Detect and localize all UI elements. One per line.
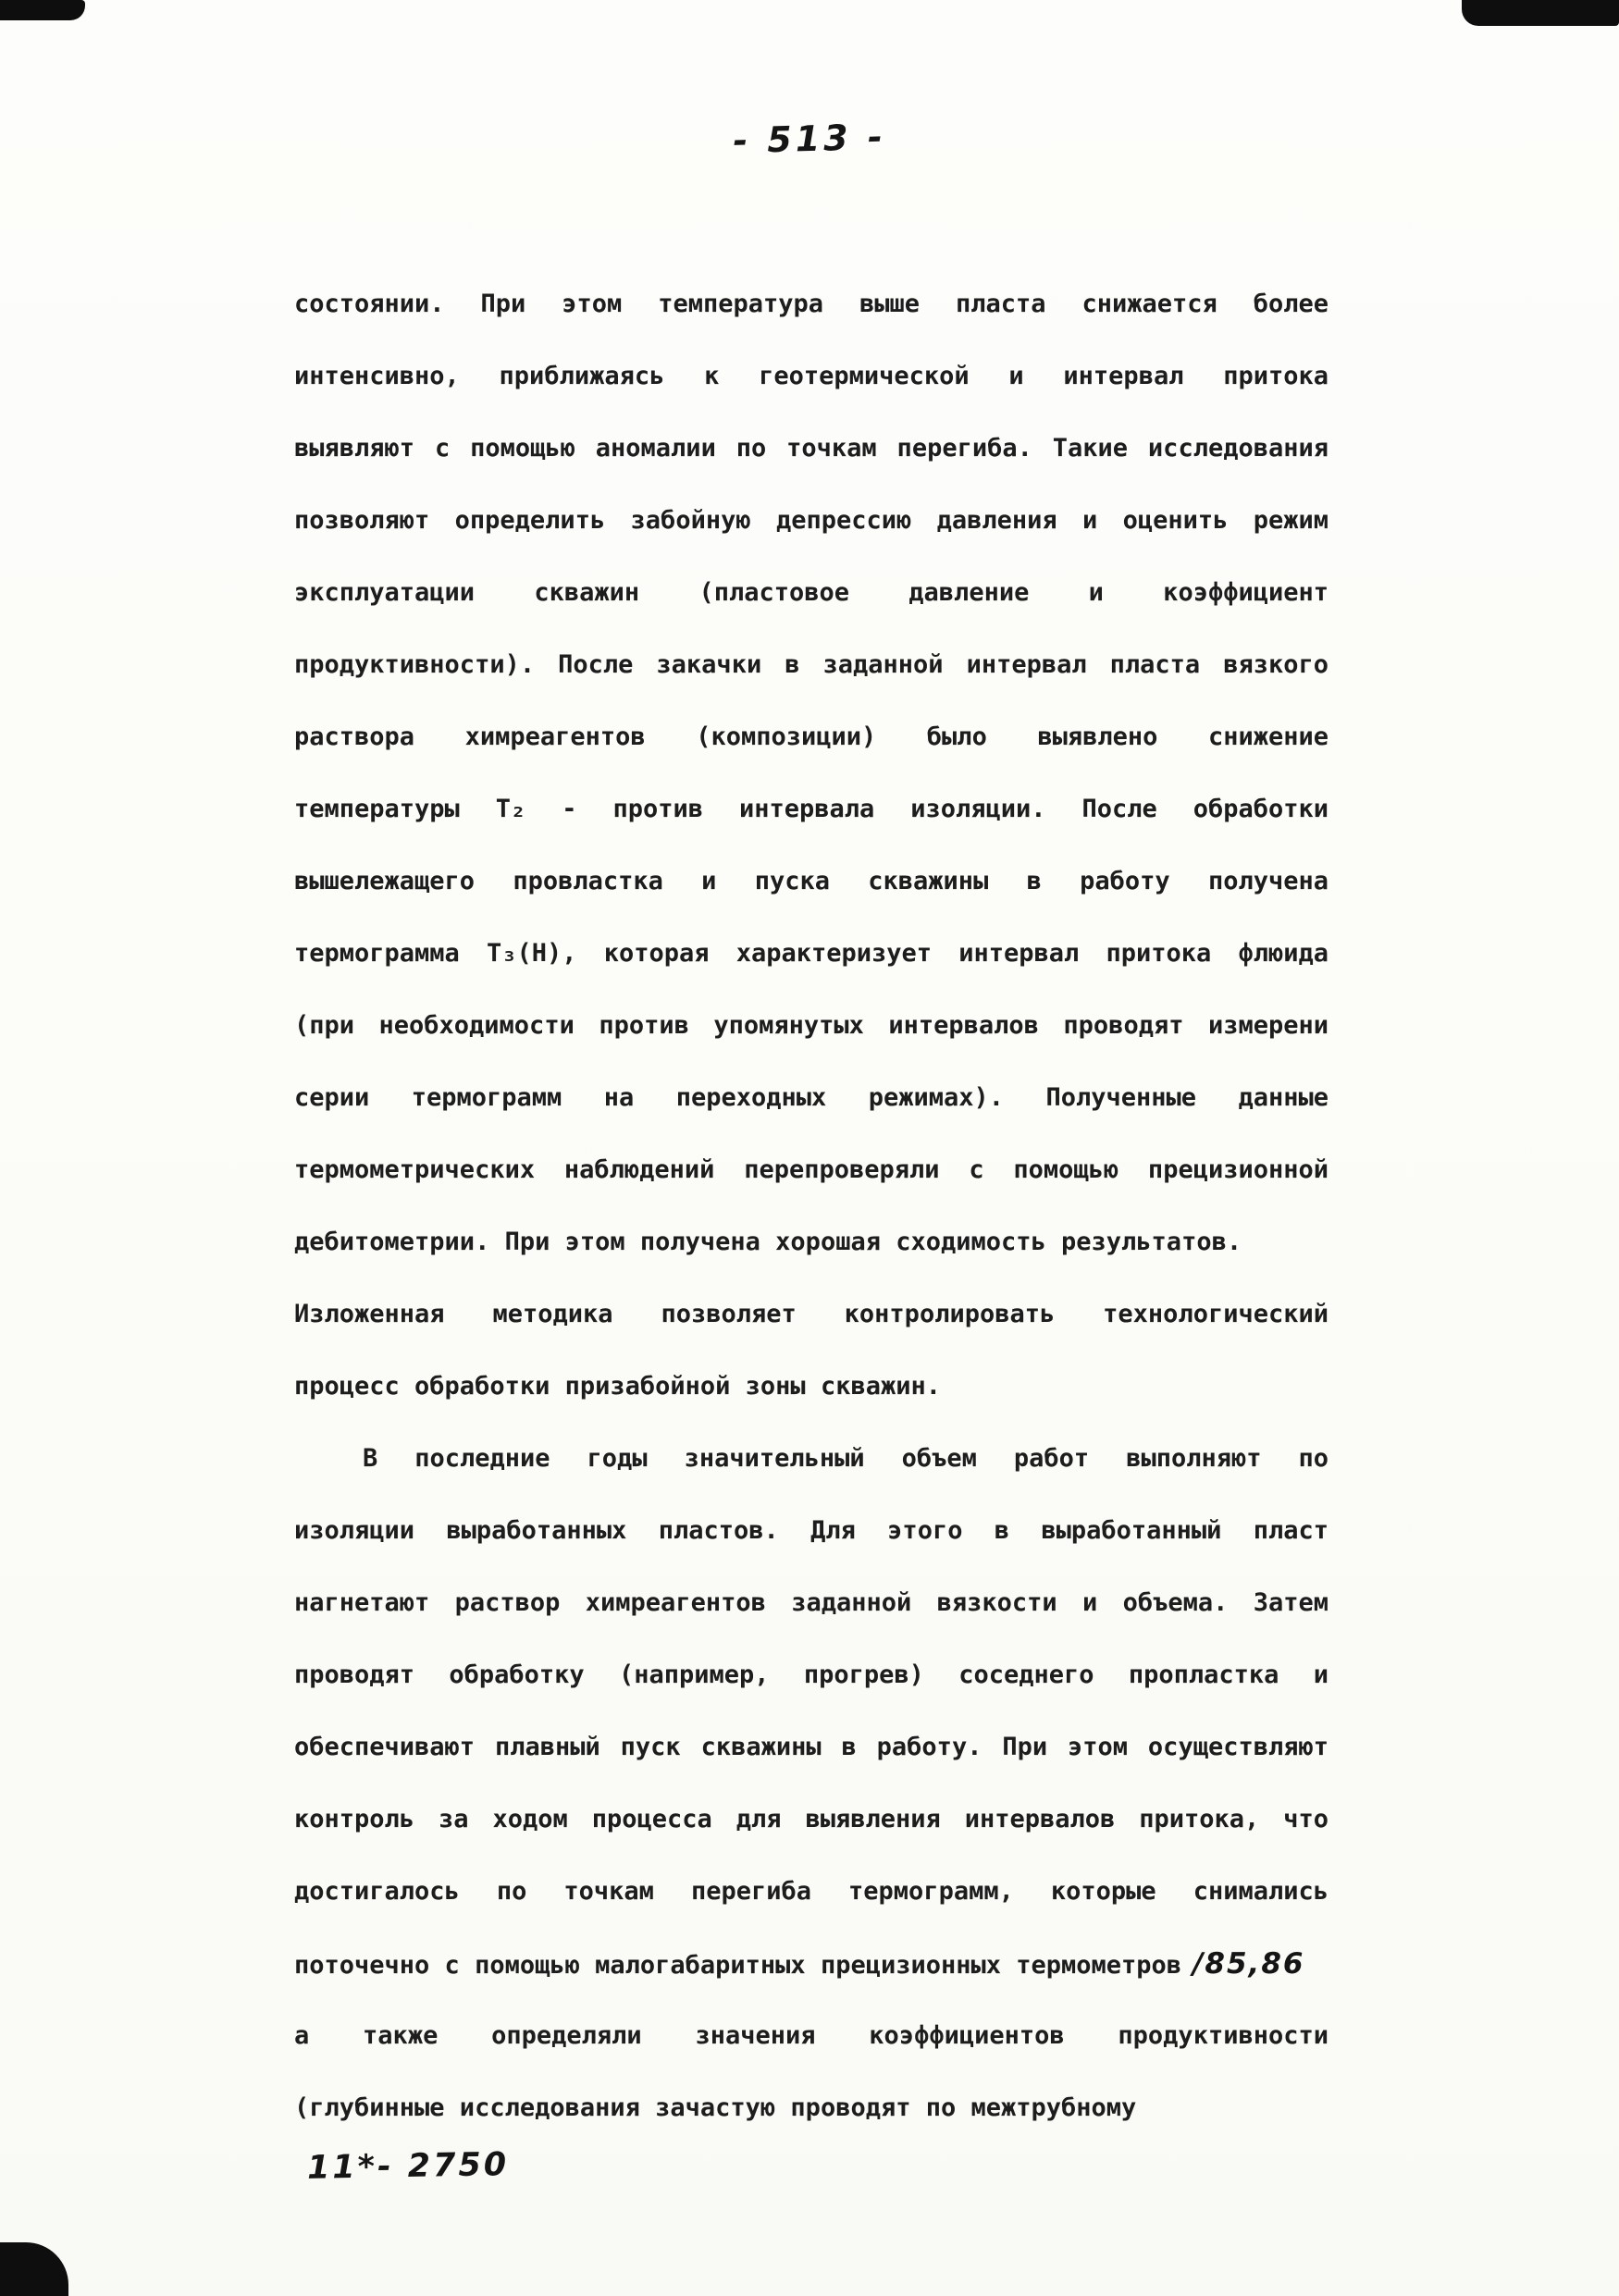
- text-line: контроль за ходом процесса для выявления интервалов притока, что: [294, 1805, 1329, 1833]
- text-line: продуктивности). После закачки в заданной интервал пласта вязкого: [294, 650, 1329, 679]
- text-line: (глубинные исследования зачастую проводят по межтрубному: [294, 2093, 1137, 2122]
- scan-artifact-top-left: [0, 0, 85, 20]
- text-line: раствора химреагентов (композиции) было выявлено снижение: [294, 722, 1329, 751]
- text-line: обеспечивают плавный пуск скважины в работу. При этом осуществляют: [294, 1733, 1329, 1761]
- text-line: поточечно с помощью малогабаритных прецизионных термометров /85,86: [294, 1947, 1305, 1981]
- text-line: серии термограмм на переходных режимах). Полученные данные: [294, 1083, 1329, 1112]
- text-line: вышележащего провластка и пуска скважины в работу получена: [294, 867, 1329, 895]
- text-line: Изложенная методика позволяет контролировать технологический: [294, 1300, 1329, 1328]
- text-line: В последние годы значительный объем работ выполняют по: [363, 1444, 1329, 1473]
- text-line: (при необходимости против упомянутых интервалов проводят измерени: [294, 1011, 1329, 1040]
- text-line: интенсивно, приближаясь к геотермической и интервал притока: [294, 362, 1329, 390]
- text-line: достигалось по точкам перегиба термограмм, которые снимались: [294, 1877, 1329, 1906]
- scan-artifact-top-right: [1462, 0, 1619, 26]
- text-line: термометрических наблюдений перепроверяли с помощью прецизионной: [294, 1155, 1329, 1184]
- text-line: эксплуатации скважин (пластовое давление и коэффициент: [294, 578, 1329, 607]
- scan-artifact-bottom-left: [0, 2242, 68, 2296]
- text-line: выявляют с помощью аномалии по точкам перегиба. Такие исследования: [294, 434, 1329, 463]
- print-order-mark: 11*- 2750: [306, 2146, 510, 2187]
- text-line: нагнетают раствор химреагентов заданной вязкости и объема. Затем: [294, 1588, 1329, 1617]
- text-line: температуры Т₂ - против интервала изоляции. После обработки: [294, 795, 1329, 823]
- handwritten-citation: /85,86: [1193, 1947, 1305, 1981]
- text-line: состоянии. При этом температура выше пласта снижается более: [294, 290, 1329, 318]
- text-line: проводят обработку (например, прогрев) соседнего пропластка и: [294, 1660, 1329, 1689]
- page-number: - 513 -: [732, 116, 887, 162]
- text-line: позволяют определить забойную депрессию давления и оценить режим: [294, 506, 1329, 535]
- text-line: процесс обработки призабойной зоны скважин.: [294, 1372, 941, 1401]
- text-line: а также определяли значения коэффициентов продуктивности: [294, 2021, 1329, 2050]
- text-line: дебитометрии. При этом получена хорошая сходимость результатов.: [294, 1228, 1242, 1256]
- body-text: [294, 268, 1329, 2144]
- text-line: изоляции выработанных пластов. Для этого в выработанный пласт: [294, 1516, 1329, 1545]
- text-line: термограмма Т₃(Н), которая характеризует интервал притока флюида: [294, 939, 1329, 968]
